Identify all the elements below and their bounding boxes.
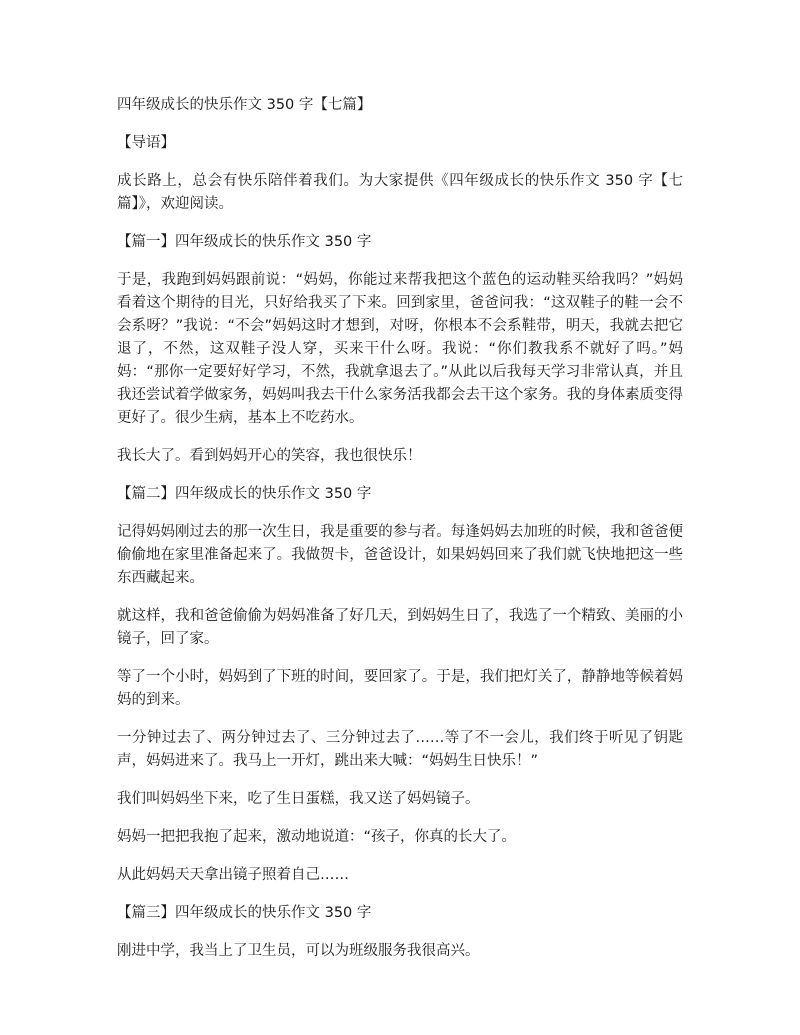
document-title: 四年级成长的快乐作文 350 字【七篇】: [117, 97, 372, 113]
section-2-paragraph-4: 一分钟过去了、两分钟过去了、三分钟过去了……等了不一会儿，我们终于听见了钥匙声，妈妈进来了。我马上一开灯，跳出来大喊：“妈妈生日快乐！”: [117, 730, 683, 769]
section-2-paragraph-5: 我们叫妈妈坐下来，吃了生日蛋糕，我又送了妈妈镜子。: [117, 791, 480, 807]
guide-paragraph: 成长路上，总会有快乐陪伴着我们。为大家提供《四年级成长的快乐作文 350 字【七篇】》，欢迎阅读。: [117, 173, 683, 212]
section-2-paragraph-7: 从此妈妈天天拿出镜子照着自己……: [117, 867, 349, 883]
section-2-paragraph-2: 就这样，我和爸爸偷偷为妈妈准备了好几天，到妈妈生日了，我选了一个精致、美丽的小镜子，回了家。: [117, 608, 683, 647]
section-2-heading: 【篇二】四年级成长的快乐作文 350 字: [117, 486, 372, 502]
section-1-paragraph-1: 于是，我跑到妈妈跟前说：“妈妈，你能过来帮我把这个蓝色的运动鞋买给我吗？”妈妈看着这个期待的目光，只好给我买了下来。回到家里，爸爸问我：“这双鞋子的鞋一会不会系呀？”我说：“不会”妈妈这时才想到，对呀，你根本不会系鞋带，明天，我就去把它退了，不然，这双鞋子没人穿，买来干什么呀。我说：“你们教我系不就好了吗。”妈妈：“那你一定要好好学习，不然，我就拿退去了。”从此以后我每天学习非常认真，并且我还尝试着学做家务，妈妈叫我去干什么家务活我都会去干这个家务。我的身体素质变得更好了。很少生病，基本上不吃药水。: [117, 272, 683, 426]
guide-heading: 【导语】: [117, 135, 175, 151]
document-page: [117, 94, 683, 978]
section-2-paragraph-3: 等了一个小时，妈妈到了下班的时间，要回家了。于是，我们把灯关了，静静地等候着妈妈的到来。: [117, 669, 683, 708]
section-2-paragraph-1: 记得妈妈刚过去的那一次生日，我是重要的参与者。每逢妈妈去加班的时候，我和爸爸便偷偷地在家里准备起来了。我做贺卡，爸爸设计，如果妈妈回来了我们就飞快地把这一些东西藏起来。: [117, 524, 683, 586]
section-3-heading: 【篇三】四年级成长的快乐作文 350 字: [117, 905, 372, 921]
section-2-paragraph-6: 妈妈一把把我抱了起来，激动地说道：“孩子，你真的长大了。: [117, 829, 517, 845]
section-1-paragraph-2: 我长大了。看到妈妈开心的笑容，我也很快乐！: [117, 448, 422, 464]
section-1-heading: 【篇一】四年级成长的快乐作文 350 字: [117, 234, 372, 250]
section-3-paragraph-1: 刚进中学，我当上了卫生员，可以为班级服务我很高兴。: [117, 943, 480, 959]
